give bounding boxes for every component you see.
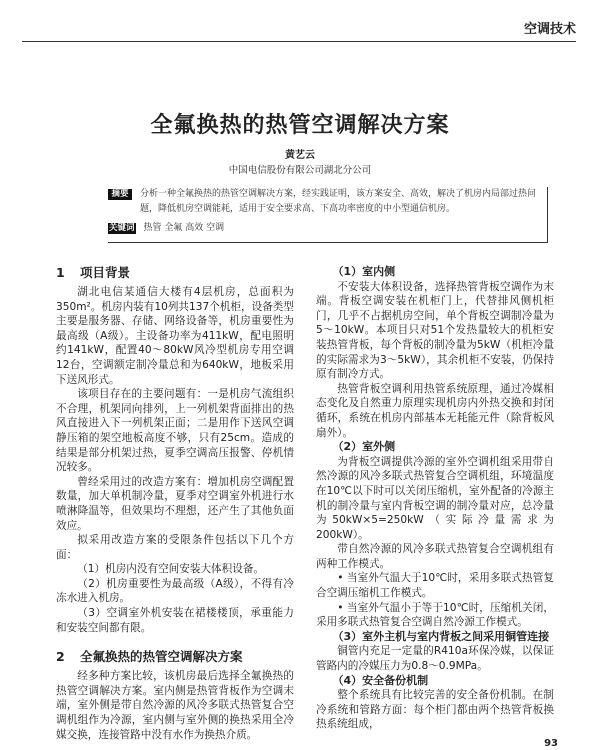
paragraph: 带自然冷源的风冷多联式热管复合空调机组有两种工作模式。 <box>316 543 554 570</box>
subsection-heading: （2）室外侧 <box>332 440 396 454</box>
paragraph: 整个系统具有比较完善的安全备份机制。在制冷系统和管路方面：每个柜门都由两个热管背板换热系统组成， <box>316 689 554 731</box>
section-number: 2 <box>56 649 65 665</box>
list-item: （3）空调室外机安装在裙楼楼顶，承重能力和安装空间都有限。 <box>56 607 294 634</box>
section-title: 全氟换热的热管空调解决方案 <box>80 649 243 665</box>
page-number: 93 <box>544 738 558 749</box>
abstract-box <box>108 187 548 243</box>
bullet-item: • 当室外气温大于10℃时，采用多联式热管复合空调压缩机工作模式。 <box>316 572 554 600</box>
journal-section-header: 空调技术 <box>523 22 576 37</box>
section-number: 1 <box>56 265 65 280</box>
section-title: 项目背景 <box>80 265 131 280</box>
article-title: 全氟换热的热管空调解决方案 <box>150 113 450 138</box>
abstract-text: 分析一种全氟换热的热管空调解决方案，经实践证明，该方案安全、高效，解决了机房内局部过热问题，降低机房空调能耗，适用于安全要求高、下高功率密度的中小型通信机房。 <box>140 189 537 214</box>
list-item: （1）机房内没有空间安装大体积设备。 <box>77 563 265 576</box>
section-2-heading <box>56 649 294 665</box>
bullet-item: • 当室外气温小于等于10℃时，压缩机关闭，采用多联式热管复合空调自然冷源工作模式。 <box>316 601 554 629</box>
list-item: （2）机房重要性为最高级（A级），不得有冷冻水进入机房。 <box>56 577 294 605</box>
abstract-label: 摘要 <box>108 189 132 200</box>
abstract-row <box>108 187 547 217</box>
paragraph: 为背板空调提供冷源的室外空调机组采用带自然冷源的风冷多联式热管复合空调机组，环境温度在10℃以下时可以关闭压缩机，室外配备的冷源主机的制冷量与室内背板空调的制冷量对应，总冷量为50kW×5=250kW（实际冷量需求为200kW）。 <box>316 455 554 541</box>
paragraph: 该项目存在的主要问题有：一是机房气流组织不合理，机架同向排列，上一列机架背面排出的热风直接进入下一列机架正面；二是用作下送风空调静压箱的架空地板高度不够，只有25cm。造成的结果是部分机架过热，夏季空调高压报警、停机情况较多。 <box>56 388 294 474</box>
paragraph: 湖北电信某通信大楼有4层机房，总面积为350m²。机房内装有10列共137个机柜，设备类型主要是服务器、存储、网络设备等，机房重要性为最高级（A级）。主设备功率为411kW，配电照明约141kW，配置40～80kW风冷型机房专用空调12台，空调额定制冷量总和为640kW，地板采用下送风形式。 <box>56 286 294 386</box>
subsection-heading: （4）安全备份机制 <box>332 673 429 687</box>
keywords-text: 热管 全氟 高效 空调 <box>143 223 225 233</box>
subsection-heading: （3）室外主机与室内背板之间采用铜管连接 <box>332 629 550 643</box>
subsection-heading: （1）室内侧 <box>332 265 396 278</box>
right-column <box>316 265 558 749</box>
paragraph: 不安装大体积设备，选择热管背板空调作为末端。背板空调安装在机柜门上，代替排风侧机柜门，几乎不占据机房空间，单个背板空调制冷量为5～10kW。本项目只对51个发热量较大的机柜安装热管背板，每个背板的制冷量为5kW（机柜冷量的实际需求为3～5kW），其余机柜不安装，仍保持原有制冷方式。 <box>316 280 554 381</box>
paragraph: 热管背板空调利用热管系统原理，通过冷媒相态变化及自然重力原理实现机房内外热交换和封闭循环，系统在机房内部基本无耗能元件（除背板风扇外）。 <box>316 382 554 439</box>
keywords-label: 关键词 <box>109 223 135 233</box>
paragraph: 铜管内充足一定量的R410a环保冷媒，以保证管路内的冷媒压力为0.8～0.9MPa。 <box>316 645 554 673</box>
paragraph: 曾经采用过的改造方案有：增加机房空调配置数量，加大单机制冷量，夏季对空调室外机进行水喷淋降温等，但效果均不理想，还产生了其他负面效应。 <box>56 475 294 532</box>
left-column <box>56 265 294 742</box>
section-1-heading <box>56 265 294 281</box>
keywords-row <box>108 221 547 236</box>
header-rule <box>22 41 576 42</box>
affiliation: 中国电信股份有限公司湖北分公司 <box>228 165 372 176</box>
author: 黄艺云 <box>285 150 315 161</box>
paragraph: 经多种方案比较，该机房最后选择全氟换热的热管空调解决方案。室内侧是热管背板作为空调末端，室外侧是带自然冷源的风冷多联式热管复合空调机组作为冷源，室内侧与室外侧的换热采用全冷媒交换，连接管路中没有水作为换热介质。 <box>56 670 294 741</box>
paragraph: 拟采用改造方案的受限条件包括以下几个方面： <box>56 534 294 561</box>
